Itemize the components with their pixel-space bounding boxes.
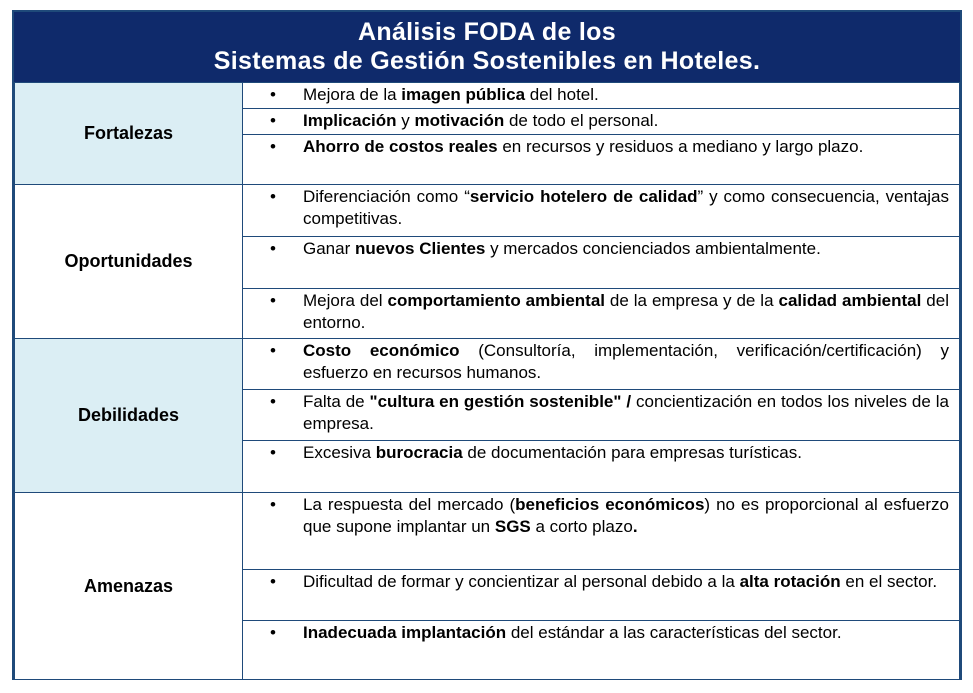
- list-item: [243, 237, 960, 289]
- bold-run: burocracia: [375, 443, 463, 462]
- item-text: Ahorro de costos reales en recursos y residuos a mediano y largo plazo.: [303, 137, 864, 156]
- item-text: Implicación y motivación de todo el personal.: [303, 111, 659, 130]
- category-debilidades: Debilidades: [15, 339, 243, 493]
- table-header: [14, 12, 960, 82]
- list-item: [243, 83, 960, 109]
- bold-run: Ahorro de costos reales: [303, 137, 498, 156]
- bullet: •: [270, 341, 276, 360]
- bold-run: "cultura en gestión sostenible" /: [369, 392, 632, 411]
- item-text: Diferenciación como “servicio hotelero de calidad” y como consecuencia, ventajas competitivas.: [303, 187, 950, 228]
- list-item: [243, 109, 960, 135]
- bullet: •: [270, 187, 276, 206]
- bold-run: nuevos Clientes: [354, 239, 486, 258]
- table-row: [15, 83, 960, 109]
- list-item: [243, 289, 960, 339]
- bullet: •: [270, 85, 276, 104]
- list-item: [243, 339, 960, 390]
- bullet: •: [270, 572, 276, 591]
- list-item: [243, 135, 960, 185]
- bold-run: Inadecuada implantación: [303, 623, 507, 642]
- bold-run: servicio hotelero de calidad: [469, 187, 698, 206]
- bullet: •: [270, 111, 276, 130]
- bullet: •: [270, 239, 276, 258]
- list-item: [243, 493, 960, 570]
- list-item: [243, 390, 960, 441]
- bold-run: motivación: [414, 111, 505, 130]
- title-line-2: Sistemas de Gestión Sostenibles en Hoteles.: [213, 47, 761, 75]
- list-item: [243, 185, 960, 237]
- item-text: Ganar nuevos Clientes y mercados concienciados ambientalmente.: [303, 239, 821, 258]
- bullet: •: [270, 392, 276, 411]
- table-row: [15, 339, 960, 390]
- bold-run: Costo económico: [303, 341, 460, 360]
- table-row: [15, 185, 960, 237]
- bold-run: Implicación: [303, 111, 397, 130]
- item-text: Inadecuada implantación del estándar a las características del sector.: [303, 623, 842, 642]
- bold-run: beneficios económicos: [515, 495, 705, 514]
- title-line-1: Análisis FODA de los: [358, 18, 616, 46]
- bullet: •: [270, 291, 276, 310]
- foda-table: [14, 82, 960, 680]
- item-text: La respuesta del mercado (beneficios económicos) no es proporcional al esfuerzo que supone implantar un SGS a corto plazo.: [303, 495, 949, 536]
- bold-run: comportamiento ambiental: [387, 291, 605, 310]
- table-row: [15, 493, 960, 570]
- bold-run: imagen pública: [401, 85, 526, 104]
- item-text: Falta de "cultura en gestión sostenible" / concientización en todos los niveles de la empresa.: [303, 392, 949, 433]
- bullet: •: [270, 137, 276, 156]
- list-item: [243, 621, 960, 680]
- bullet: •: [270, 623, 276, 642]
- item-text: Excesiva burocracia de documentación para empresas turísticas.: [303, 443, 802, 462]
- item-text: Costo económico (Consultoría, implementación, verificación/certificación) y esfuerzo en recursos humanos.: [303, 341, 950, 382]
- bullet: •: [270, 495, 276, 514]
- item-text: Mejora de la imagen pública del hotel.: [303, 85, 599, 104]
- item-text: Mejora del comportamiento ambiental de la empresa y de la calidad ambiental del entorno.: [303, 291, 949, 332]
- foda-table-frame: [12, 10, 962, 680]
- bold-run: alta rotación: [739, 572, 841, 591]
- bold-run: .: [632, 517, 638, 536]
- bullet: •: [270, 443, 276, 462]
- bold-run: SGS: [494, 517, 531, 536]
- category-fortalezas: Fortalezas: [15, 83, 243, 185]
- list-item: [243, 570, 960, 621]
- bold-run: calidad ambiental: [778, 291, 922, 310]
- item-text: Dificultad de formar y concientizar al personal debido a la alta rotación en el sector.: [303, 572, 938, 591]
- list-item: [243, 441, 960, 493]
- category-amenazas: Amenazas: [15, 493, 243, 680]
- category-oportunidades: Oportunidades: [15, 185, 243, 339]
